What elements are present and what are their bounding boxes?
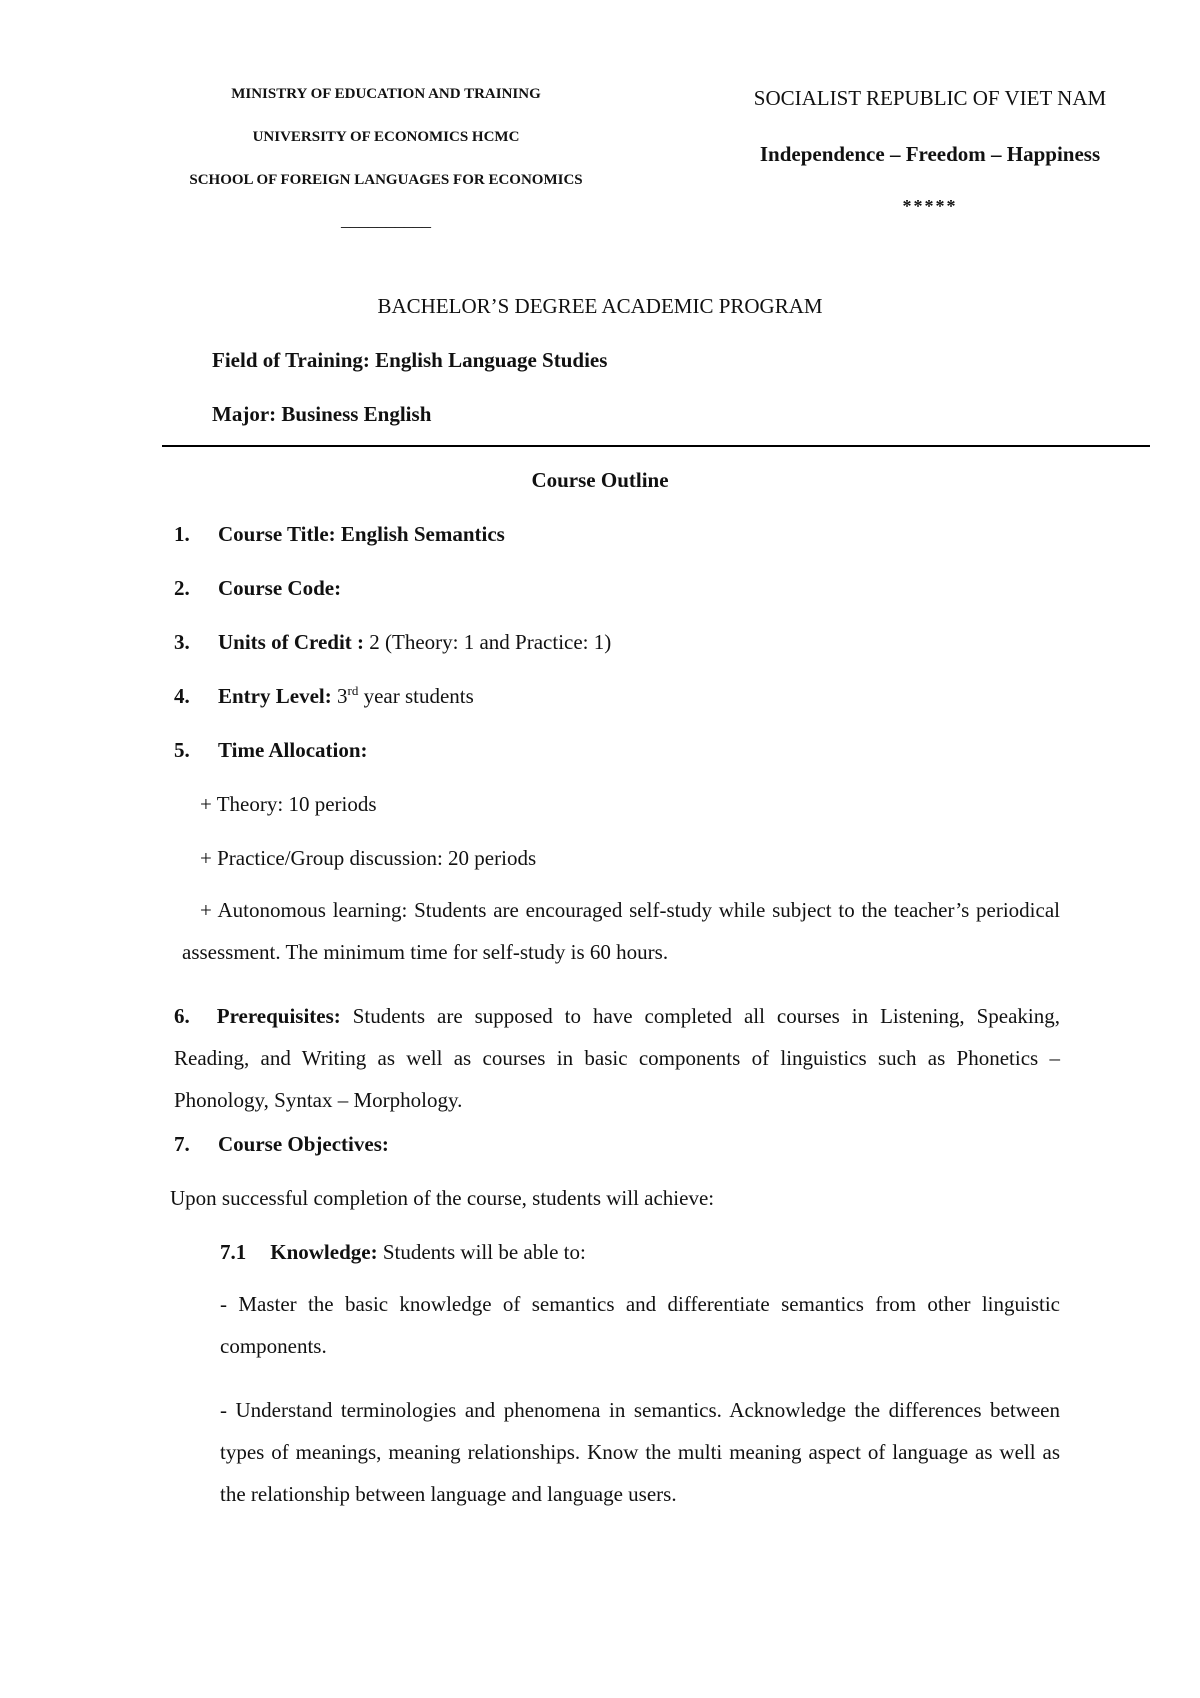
school-name: SCHOOL OF FOREIGN LANGUAGES FOR ECONOMICS [189,172,583,188]
practice-periods: + Practice/Group discussion: 20 periods [200,846,537,870]
course-code-label: Course Code: [218,576,342,600]
country-name: SOCIALIST REPUBLIC OF VIET NAM [753,86,1107,110]
units-of-credit-label: Units of Credit : [218,630,365,654]
course-title-label: Course Title: English Semantics [218,522,505,546]
section-rule [162,445,1150,447]
prerequisites-label: Prerequisites: [216,1004,341,1028]
theory-periods: + Theory: 10 periods [200,792,377,816]
entry-level-ordinal: rd [347,683,359,698]
item-number: 5. [174,738,190,762]
program-title: BACHELOR’S DEGREE ACADEMIC PROGRAM [377,294,823,318]
major: Major: Business English [212,402,432,426]
university-name: UNIVERSITY OF ECONOMICS HCMC [252,129,520,145]
item-number: 1. [174,522,190,546]
entry-level-label: Entry Level: [218,684,332,708]
item-number: 4. [174,684,190,708]
knowledge-heading: 7.1 Knowledge: Students will be able to: [220,1240,586,1264]
prerequisites-number: 6. [174,1004,190,1028]
ministry-name: MINISTRY OF EDUCATION AND TRAINING [231,86,541,102]
autonomous-learning: + Autonomous learning: Students are encouraged self-study while subject to the teacher’s periodical assessment. The minimum time for self-study is 60 hours. [182,898,1060,964]
field-of-training: Field of Training: English Language Studies [212,348,608,372]
objectives-intro: Upon successful completion of the course, students will achieve: [170,1186,715,1210]
units-of-credit-value: 2 (Theory: 1 and Practice: 1) [364,630,612,654]
entry-level-value: 3 [331,684,348,708]
knowledge-point: - Master the basic knowledge of semantics and differentiate semantics from other linguistic components. [220,1292,1060,1358]
item-number: 2. [174,576,190,600]
course-outline-heading: Course Outline [531,468,669,492]
header-divider: –––––––––– [341,216,431,236]
entry-level-suffix: year students [358,684,474,708]
objectives-number: 7. [174,1132,190,1156]
prerequisites-text: Students are supposed to have completed all courses in Listening, Speaking, Reading, and Writing as well as courses in basic components of linguistics such as Phonetics – Phonology, Syntax – Morphology. [174,1004,1060,1112]
motto-stars: ***** [902,196,958,216]
objectives-label: Course Objectives: [218,1132,389,1156]
knowledge-point: - Understand terminologies and phenomena in semantics. Acknowledge the differences between types of meanings, meaning relationships. Know the multi meaning aspect of language as well as the relationship between language and language users. [220,1398,1060,1506]
time-allocation-label: Time Allocation: [218,738,368,762]
item-number: 3. [174,630,190,654]
prerequisites [174,995,1060,1121]
national-motto: Independence – Freedom – Happiness [759,142,1101,166]
